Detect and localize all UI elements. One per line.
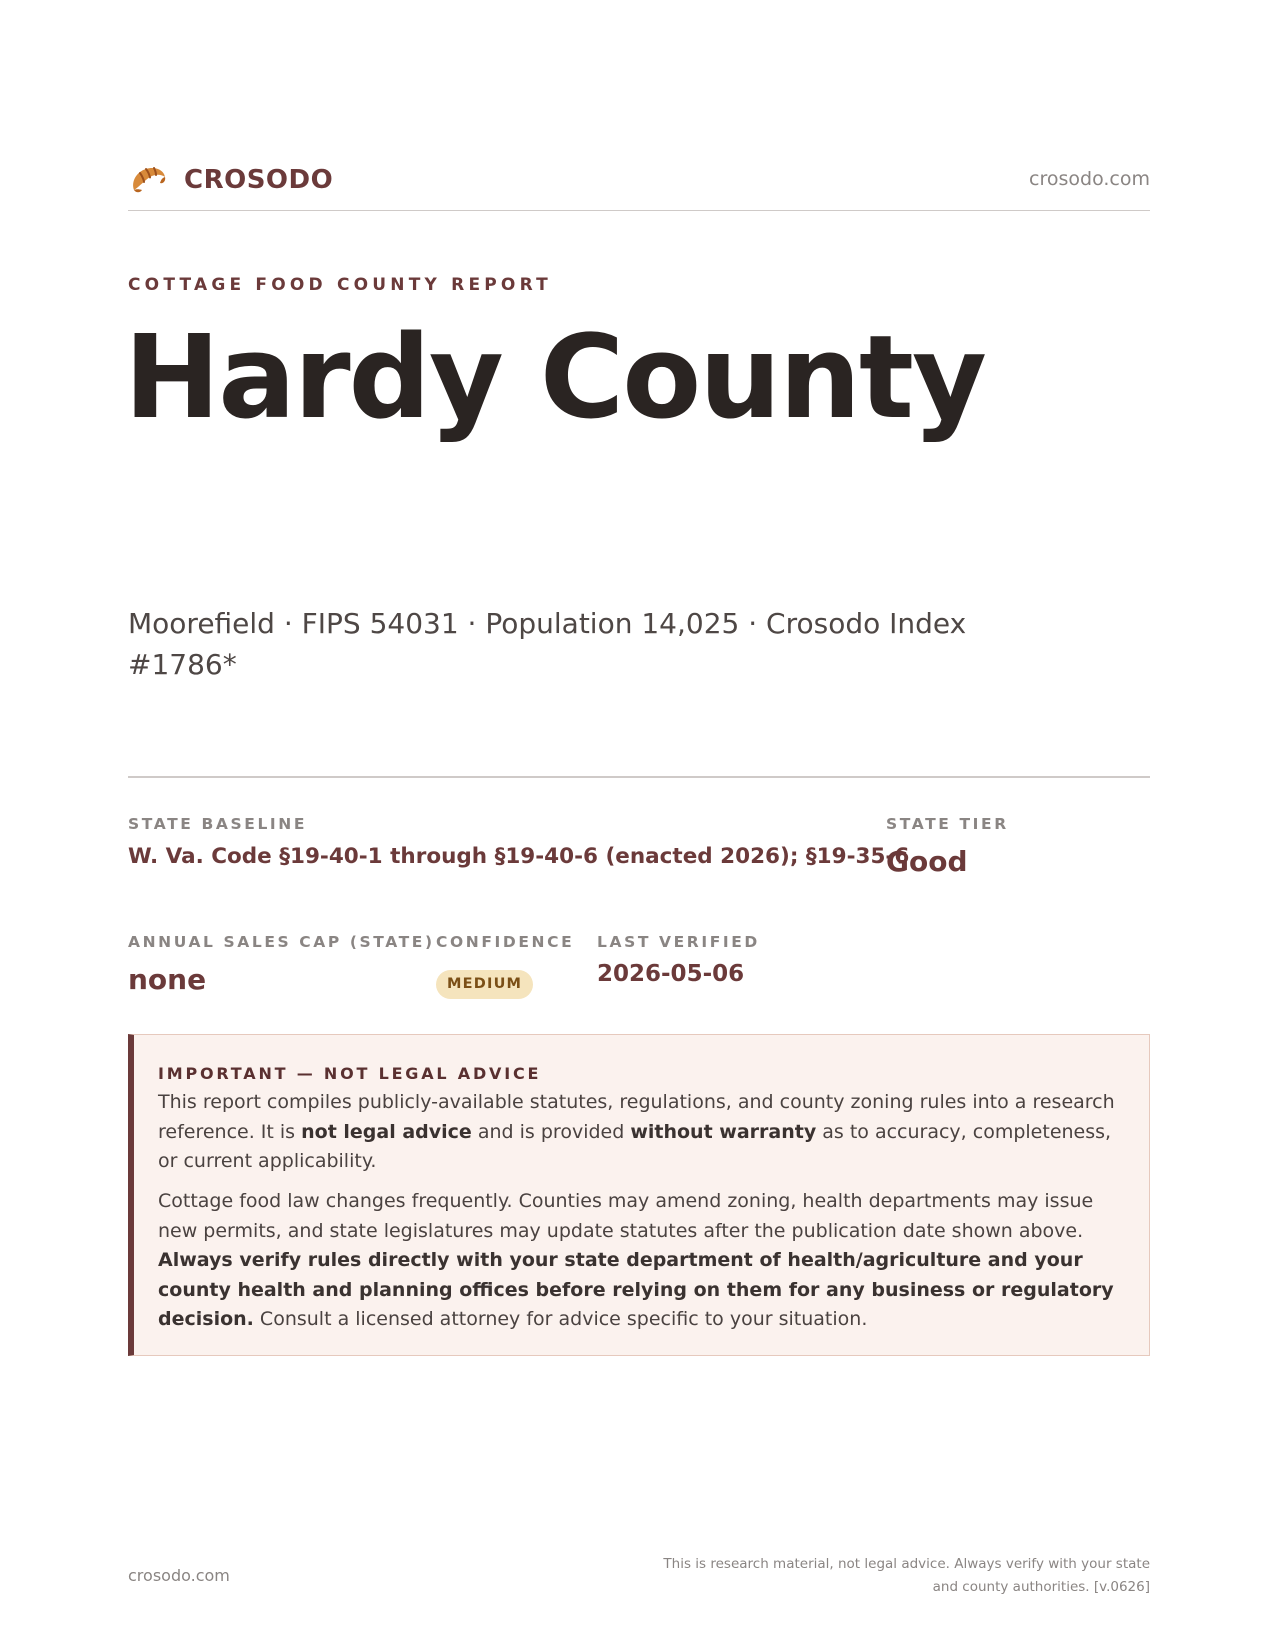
emphasis-not-legal-advice: not legal advice	[301, 1120, 472, 1143]
report-kicker: COTTAGE FOOD COUNTY REPORT	[128, 275, 552, 295]
confidence-label: CONFIDENCE	[436, 933, 575, 951]
brand-name: CROSODO	[184, 165, 334, 195]
section-divider	[128, 776, 1150, 778]
county-subtitle: Moorefield · FIPS 54031 · Population 14,025 · Crosodo Index #1786*	[128, 607, 967, 681]
footer-site-url[interactable]: crosodo.com	[128, 1566, 230, 1585]
croissant-icon	[128, 160, 168, 200]
notice-paragraph-2: Cottage food law changes frequently. Counties may amend zoning, health departments may issue new permits, and state legislatures may update statutes after the publication date shown above. Always verify rules directly with your state department of health/agriculture and your county health and planning offices before relying on them for any business or regulatory decision. Consult a licensed attorney for advice specific to your situation.	[158, 1190, 1114, 1330]
last-verified-label: LAST VERIFIED	[597, 933, 760, 951]
confidence-badge: MEDIUM	[436, 970, 533, 999]
notice-paragraph-1: This report compiles publicly-available statutes, regulations, and county zoning rules into a research reference. It is not legal advice and is provided without warranty as to accuracy, completeness, or current applicability.	[158, 1091, 1115, 1172]
footer-disclaimer-line-2: and county authorities. [v.0626]	[932, 1579, 1150, 1595]
brand[interactable]	[128, 160, 333, 200]
state-baseline-label: STATE BASELINE	[128, 815, 308, 833]
county-title: Hardy County	[124, 311, 985, 445]
state-tier-label: STATE TIER	[886, 815, 1009, 833]
page-header	[128, 152, 1150, 211]
sales-cap-value: none	[128, 963, 207, 996]
site-url[interactable]: crosodo.com	[1029, 168, 1150, 190]
legal-notice	[128, 1034, 1150, 1356]
emphasis-without-warranty: without warranty	[630, 1120, 817, 1143]
sales-cap-label: ANNUAL SALES CAP (STATE)	[128, 933, 435, 951]
footer-disclaimer	[590, 1553, 1150, 1599]
state-baseline-value: W. Va. Code §19-40-1 through §19-40-6 (enacted 2026); §19-35-6	[128, 844, 910, 869]
last-verified-value: 2026-05-06	[597, 961, 745, 987]
footer-disclaimer-line-1: This is research material, not legal advice. Always verify with your state	[663, 1556, 1150, 1572]
notice-title: IMPORTANT — NOT LEGAL ADVICE	[158, 1064, 542, 1083]
emphasis-verify-rules: Always verify rules directly with your state department of health/agriculture and your county health and planning offices before relying on them for any business or regulatory decision.	[158, 1249, 1114, 1330]
state-tier-value: Good	[886, 845, 968, 878]
